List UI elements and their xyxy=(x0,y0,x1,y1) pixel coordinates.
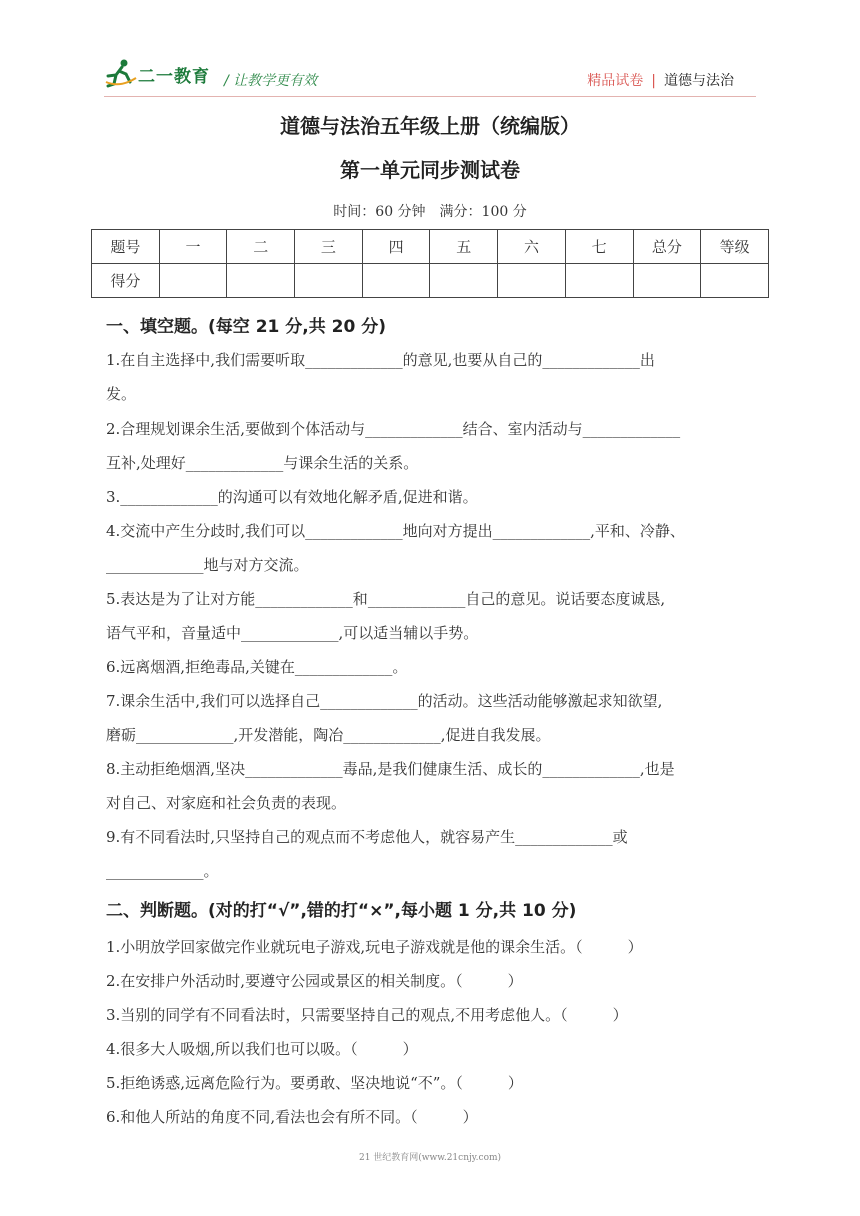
question-line: 6.和他人所站的角度不同,看法也会有所不同。（ ） xyxy=(106,1108,478,1126)
score-input-cell[interactable] xyxy=(633,264,701,298)
subject-label: 道德与法治 xyxy=(664,73,734,89)
question-line: 5.拒绝诱惑,远离危险行为。要勇敢、坚决地说“不”。（ ） xyxy=(106,1074,523,1092)
score-table-cell: 四 xyxy=(362,230,430,264)
question-line: 3._____________的沟通可以有效地化解矛盾,促进和谐。 xyxy=(106,488,478,506)
score-table-cell: 一 xyxy=(159,230,227,264)
question-line: _____________。 xyxy=(106,862,219,880)
exam-subtitle: 第一单元同步测试卷 xyxy=(340,158,520,182)
score-table-cell: 二 xyxy=(227,230,295,264)
score-table-cell: 总分 xyxy=(633,230,701,264)
question-line: 4.交流中产生分歧时,我们可以_____________地向对方提出_____________,平和、冷静、 xyxy=(106,522,685,540)
question-line: 2.合理规划课余生活,要做到个体活动与_____________结合、室内活动与_____________ xyxy=(106,420,681,438)
score-input-cell[interactable] xyxy=(227,264,295,298)
question-line: 7.课余生活中,我们可以选择自己_____________的活动。这些活动能够激起求知欲望, xyxy=(106,692,663,710)
score-row-label: 得分 xyxy=(92,264,160,298)
score-input-cell[interactable] xyxy=(430,264,498,298)
score-table-cell: 五 xyxy=(430,230,498,264)
page-header xyxy=(0,0,860,100)
score-table xyxy=(91,229,769,298)
header-tags xyxy=(587,70,734,90)
question-line: 3.当别的同学有不同看法时，只需要坚持自己的观点,不用考虑他人。（ ） xyxy=(106,1006,628,1024)
score-table-cell: 三 xyxy=(295,230,363,264)
score-input-cell[interactable] xyxy=(295,264,363,298)
footer-source: 21 世纪教育网(www.21cnjy.com) xyxy=(358,1153,502,1163)
score-input-cell[interactable] xyxy=(701,264,769,298)
question-line: 9.有不同看法时,只坚持自己的观点而不考虑他人，就容易产生_____________或 xyxy=(106,828,628,846)
section-title-true-false: 二、判断题。(对的打“√”,错的打“×”,每小题 1 分,共 10 分) xyxy=(106,901,577,921)
question-line: 1.小明放学回家做完作业就玩电子游戏,玩电子游戏就是他的课余生活。（ ） xyxy=(106,938,643,956)
question-line: 对自己、对家庭和社会负责的表现。 xyxy=(106,794,347,812)
slogan: / 让教学更有效 xyxy=(224,73,318,89)
question-line: 4.很多大人吸烟,所以我们也可以吸。（ ） xyxy=(106,1040,418,1058)
logo-text: 二一教育 xyxy=(138,67,210,87)
question-line: 2.在安排户外活动时,要遵守公园或景区的相关制度。（ ） xyxy=(106,972,523,990)
score-table-cell: 题号 xyxy=(92,230,160,264)
header-divider xyxy=(104,96,756,97)
question-line: 语气平和，音量适中_____________,可以适当辅以手势。 xyxy=(106,624,479,642)
question-line: 5.表达是为了让对方能_____________和_____________自己的意见。说话要态度诚恳, xyxy=(106,590,666,608)
score-table-header-row xyxy=(92,230,769,264)
logo xyxy=(104,58,224,88)
score-input-cell[interactable] xyxy=(565,264,633,298)
question-line: 发。 xyxy=(106,385,137,403)
section-title-fill-blank: 一、填空题。(每空 21 分,共 20 分) xyxy=(106,317,386,337)
question-line: 互补,处理好_____________与课余生活的关系。 xyxy=(106,454,419,472)
exam-title: 道德与法治五年级上册（统编版） xyxy=(280,114,580,138)
score-input-cell[interactable] xyxy=(159,264,227,298)
tag-separator: | xyxy=(651,73,656,89)
question-line: 6.远离烟酒,拒绝毒品,关键在_____________。 xyxy=(106,658,408,676)
score-input-cell[interactable] xyxy=(498,264,566,298)
score-table-score-row xyxy=(92,264,769,298)
time-info: 时间：60 分钟 满分：100 分 xyxy=(333,204,527,220)
question-line: _____________地与对方交流。 xyxy=(106,556,309,574)
score-table-cell: 七 xyxy=(565,230,633,264)
score-table-cell: 六 xyxy=(498,230,566,264)
score-table-cell: 等级 xyxy=(701,230,769,264)
tag-label: 精品试卷 xyxy=(587,73,644,89)
question-line: 磨砺_____________,开发潜能，陶冶_____________,促进自我发展。 xyxy=(106,726,551,744)
runner-logo-icon xyxy=(104,58,138,88)
question-line: 8.主动拒绝烟酒,坚决_____________毒品,是我们健康生活、成长的_____________,也是 xyxy=(106,760,675,778)
score-input-cell[interactable] xyxy=(362,264,430,298)
question-line: 1.在自主选择中,我们需要听取_____________的意见,也要从自己的_____________出 xyxy=(106,351,655,369)
